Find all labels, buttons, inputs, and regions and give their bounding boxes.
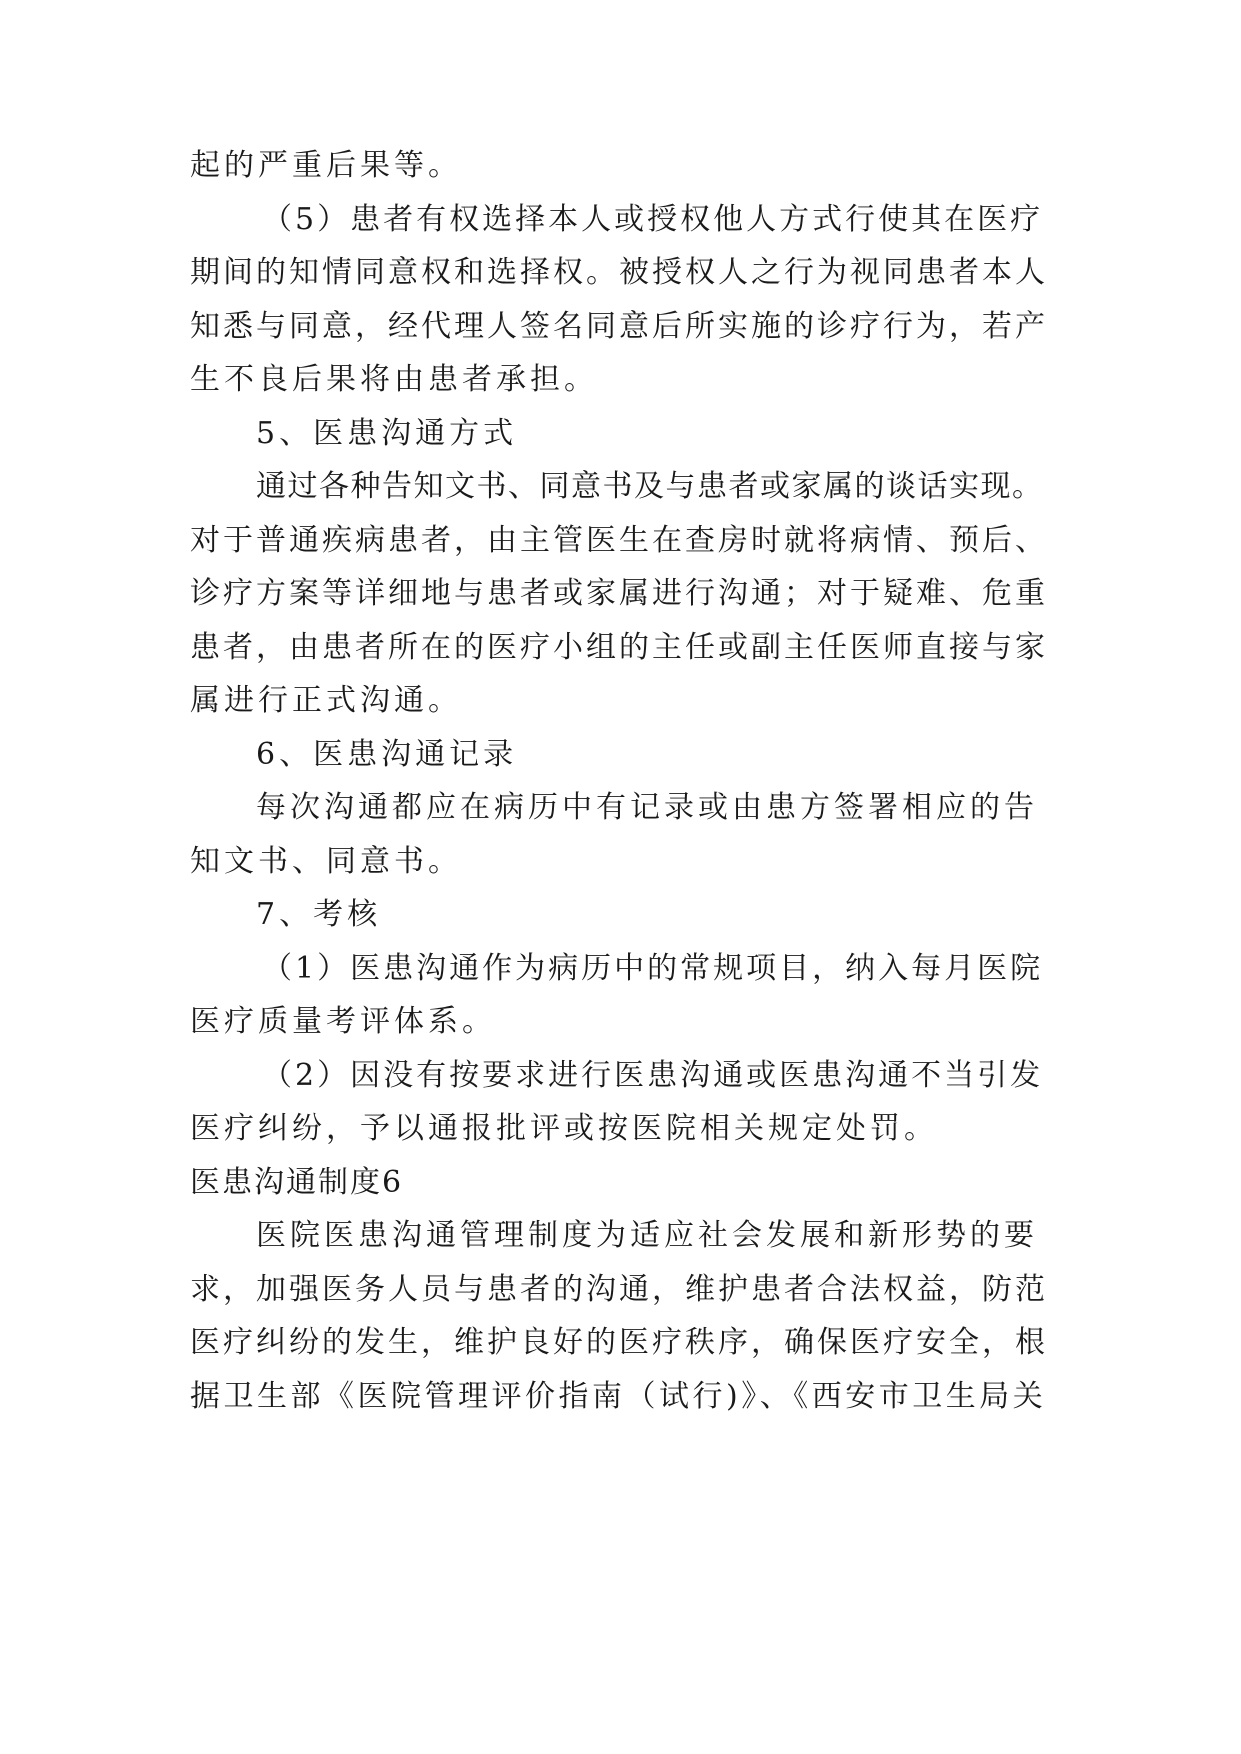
text-line-21: 医院医患沟通管理制度为适应社会发展和新形势的要: [256, 1218, 1038, 1253]
text-line-14: 知文书、同意书。: [190, 844, 462, 879]
text-line-7: 通过各种告知文书、同意书及与患者或家属的谈话实现。: [256, 469, 1044, 504]
text-line-1: 起的严重后果等。: [190, 148, 462, 183]
text-line-5: 生不良后果将由患者承担。: [190, 362, 598, 397]
section-heading-5: 5、医患沟通方式: [256, 416, 518, 451]
text-line-19: 医疗纠纷，予以通报批评或按医院相关规定处罚。: [190, 1111, 938, 1146]
text-line-9: 诊疗方案等详细地与患者或家属进行沟通；对于疑难、危重: [190, 576, 1048, 611]
text-line-17: 医疗质量考评体系。: [190, 1004, 496, 1039]
text-line-10: 患者，由患者所在的医疗小组的主任或副主任医师直接与家: [190, 630, 1048, 665]
text-line-22: 求，加强医务人员与患者的沟通，维护患者合法权益，防范: [190, 1272, 1048, 1307]
section-heading-7: 7、考核: [256, 897, 382, 932]
text-line-23: 医疗纠纷的发生，维护良好的医疗秩序，确保医疗安全，根: [190, 1325, 1048, 1360]
text-line-13: 每次沟通都应在病历中有记录或由患方签署相应的告: [256, 790, 1038, 825]
text-line-11: 属进行正式沟通。: [190, 683, 462, 718]
text-line-3: 期间的知情同意权和选择权。被授权人之行为视同患者本人: [190, 255, 1048, 290]
text-line-2: （5）患者有权选择本人或授权他人方式行使其在医疗: [262, 202, 1044, 237]
text-line-24: 据卫生部《医院管理评价指南（试行)》、《西安市卫生局关: [190, 1379, 1047, 1414]
document-title: 医患沟通制度6: [190, 1165, 404, 1200]
text-line-16: （1）医患沟通作为病历中的常规项目，纳入每月医院: [262, 951, 1044, 986]
section-heading-6: 6、医患沟通记录: [256, 737, 518, 772]
text-line-8: 对于普通疾病患者，由主管医生在查房时就将病情、预后、: [190, 523, 1048, 558]
text-line-18: （2）因没有按要求进行医患沟通或医患沟通不当引发: [262, 1058, 1044, 1093]
text-line-4: 知悉与同意，经代理人签名同意后所实施的诊疗行为，若产: [190, 309, 1048, 344]
